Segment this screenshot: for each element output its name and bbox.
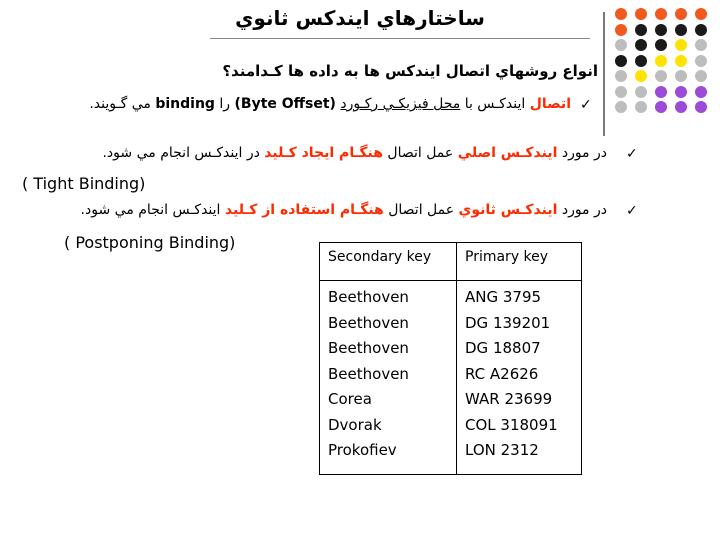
decorative-dot (695, 70, 707, 82)
bullet-1-mid: را (219, 96, 231, 112)
bullet-2-term1: ايندكـس اصلي (457, 145, 558, 161)
secondary-key-cell: Dvorak (328, 415, 382, 434)
bullet-2-term2: هنگـام ايجاد كـليد (264, 145, 383, 161)
primary-key-cell: ANG 3795 (465, 288, 542, 306)
bullet-1-latin: (Byte Offset) (234, 96, 336, 112)
decorative-dot (615, 101, 627, 113)
divider-line (603, 12, 605, 136)
bullet-3-before: در مورد (561, 202, 607, 218)
bullet-1 (89, 96, 571, 112)
secondary-key-column (320, 281, 457, 475)
decorative-dot (615, 86, 627, 98)
primary-key-cell: DG 18807 (465, 339, 541, 357)
decorative-dot (695, 55, 707, 67)
bullet-3-mid: عمل اتصال (388, 202, 455, 218)
decorative-dot (655, 55, 667, 67)
decorative-dot (615, 39, 627, 51)
primary-key-cell: LON 2312 (465, 441, 539, 459)
decorative-dot (675, 8, 687, 20)
secondary-key-cell: Beethoven (328, 339, 409, 357)
bullet-2-before: در مورد (561, 145, 607, 161)
decorative-dot (675, 39, 687, 51)
decorative-dot (615, 8, 627, 20)
checkmark-icon: ✓ (626, 146, 638, 162)
decorative-dot (655, 70, 667, 82)
primary-key-cell: COL 318091 (465, 415, 558, 434)
primary-key-cell: RC A2626 (465, 364, 539, 383)
decorative-dot (615, 24, 627, 36)
header-secondary-key: Secondary key (320, 243, 457, 281)
decorative-dot (695, 39, 707, 51)
key-table (319, 242, 582, 475)
decorative-dot (695, 101, 707, 113)
checkmark-icon: ✓ (626, 203, 638, 219)
checkmark-icon: ✓ (580, 97, 592, 113)
decorative-dot (655, 86, 667, 98)
decorative-dot (655, 24, 667, 36)
decorative-dot (675, 70, 687, 82)
bullet-2-mid: عمل اتصال (387, 145, 454, 161)
primary-key-column (457, 281, 582, 475)
decorative-dot (635, 24, 647, 36)
decorative-dot (675, 24, 687, 36)
decorative-dot (695, 24, 707, 36)
bullet-2 (102, 145, 607, 161)
decorative-dot (655, 101, 667, 113)
decorative-dot (615, 70, 627, 82)
bullet-2-after: در ايندكـس انجام مي شود. (102, 145, 260, 161)
bullet-1-term: اتصال (529, 96, 571, 112)
decorative-dot (675, 101, 687, 113)
secondary-key-cell: Prokofiev (328, 441, 397, 459)
decorative-dot (635, 55, 647, 67)
title-divider (210, 38, 590, 39)
primary-key-cell: DG 139201 (465, 313, 551, 332)
decorative-dot (635, 70, 647, 82)
slide-title: ساختارهاي ايندكس ثانوي (235, 6, 485, 30)
bullet-3 (81, 202, 607, 218)
secondary-key-cell: Corea (328, 390, 372, 408)
secondary-key-cell: Beethoven (328, 364, 409, 383)
bullet-3-paren: ( Postponing Binding) (64, 233, 236, 252)
bullet-1-latin2: binding (155, 96, 215, 112)
slide-subtitle: انواع روشهاي اتصال ايندكس ها به داده ها كـدامند؟ (222, 62, 598, 80)
decorative-dot (635, 39, 647, 51)
decorative-dot (695, 86, 707, 98)
bullet-2-paren: ( Tight Binding) (22, 174, 146, 193)
decorative-dot (695, 8, 707, 20)
decorative-dot (635, 86, 647, 98)
bullet-1-after: مي گـويند. (89, 96, 151, 112)
decorative-dot (655, 8, 667, 20)
bullet-3-after: ايندكـس انجام مي شود. (80, 202, 221, 218)
primary-key-cell: WAR 23699 (465, 390, 553, 408)
decorative-dot (655, 39, 667, 51)
bullet-1-underlined: محل فيزيكـي ركـورد (340, 96, 461, 112)
secondary-key-cell: Beethoven (328, 288, 409, 306)
decorative-dot (635, 101, 647, 113)
decorative-dot (615, 55, 627, 67)
bullet-1-before: ايندكـس با (464, 96, 526, 112)
decorative-dot (675, 55, 687, 67)
header-primary-key: Primary key (457, 243, 582, 281)
decorative-dot (635, 8, 647, 20)
secondary-key-cell: Beethoven (328, 313, 409, 332)
bullet-3-term2: هنگـام استفاده از كـليد (224, 202, 384, 218)
decorative-dot-grid (613, 8, 717, 112)
bullet-3-term1: ايندكـس ثانوي (458, 202, 558, 218)
decorative-dot (675, 86, 687, 98)
